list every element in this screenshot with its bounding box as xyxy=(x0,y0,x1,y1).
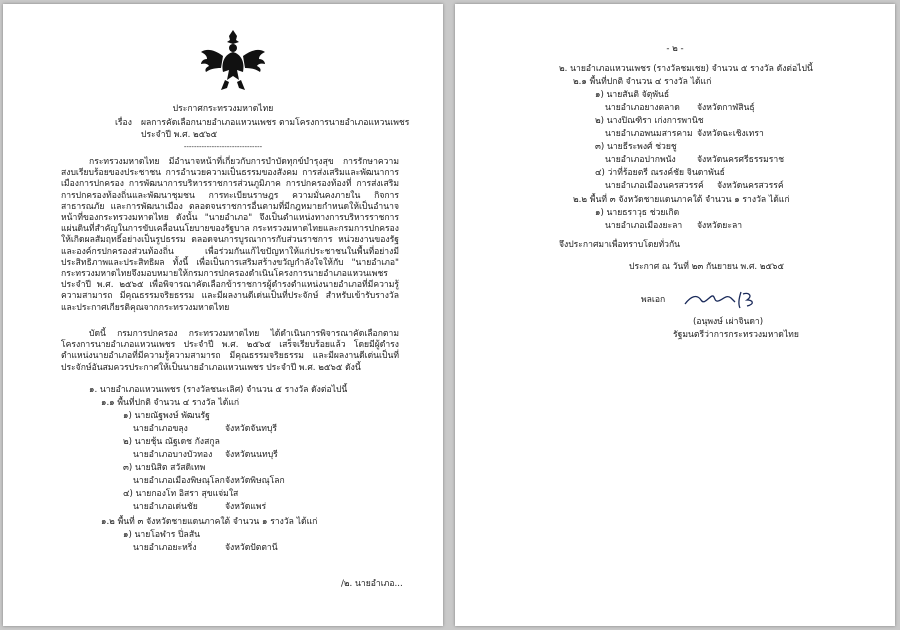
winner-province: จังหวัดยะลา xyxy=(697,221,743,231)
paragraph-result: บัดนี้ กรมการปกครอง กระทรวงมหาดไทย ได้ดำเนินการพิจารณาคัดเลือกตามโครงการนายอำเภอแหวนเพชร ประจำปี พ.ศ. ๒๕๖๕ เสร็จเรียบร้อยแล้ว โดยมีผู้ดำรงตำแหน่งนายอำเภอที่มีความรู้ความสามารถ มีคุณธรรมจริยธรรม และมีผลงานดีเด่นเป็นที่ประจักษ์อันสมควรประกาศให้เป็นนายอำเภอแหวนเพชร ประจำปี พ.ศ. ๒๕๖๕ ดังนี้ xyxy=(61,329,399,373)
winner-position: นายอำเภอบางบัวทอง xyxy=(133,450,213,460)
paragraph-intro: กระทรวงมหาดไทย มีอำนาจหน้าที่เกี่ยวกับการบำบัดทุกข์บำรุงสุข การรักษาความสงบเรียบร้อยของประชาชน การอำนวยความเป็นธรรมของสังคม การส่งเสริมและพัฒนาการเมืองการปกครอง การพัฒนาการบริหารราชการส่วนภูมิภาค การปกครองท้องที่ การส่งเสริมการปกครองท้องถิ่นและพัฒนาชุมชน การทะเบียนราษฎร ความมั่นคงภายใน กิจการสาธารณภัย และการพัฒนาเมือง ตลอดจนราชการอื่นตามที่มีกฎหมายกำหนดให้เป็นอำนาจหน้าที่ของกระทรวงมหาดไทย ดังนั้น "นายอำเภอ" จึงเป็นตำแหน่งทางการบริหารราชการแผ่นดินที่สำคัญในการขับเคลื่อนนโยบายของรัฐบาล กระทรวงมหาดไทยและกรมการปกครอง ให้เกิดผลสัมฤทธิ์อย่างเป็นรูปธรรม ตลอดจนการบูรณาการกับส่วนราชการ หน่วยงานของรัฐ และองค์กรปกครองส่วนท้องถิ่น เพื่อร่วมกันแก้ไขปัญหาให้แก่ประชาชนในพื้นที่อย่างมีประสิทธิภาพและประสิทธิผล ทั้งนี้ เพื่อเป็นการเสริมสร้างขวัญกำลังใจให้กับ "นายอำเภอ" กระทรวงมหาดไทยจึงมอบหมายให้กรมการปกครองดำเนินโครงการนายอำเภอแหวนเพชร ประจำปี พ.ศ. ๒๕๖๕ เพื่อพิจารณาคัดเลือกข้าราชการผู้ดำรงตำแหน่งนายอำเภอที่มีความรู้ความสามารถ มีคุณธรรมจริยธรรม และมีผลงานดีเด่นเป็นที่ประจักษ์ สำหรับเข้ารับรางวัลและประกาศเกียรติคุณจากกระทรวงมหาดไทย xyxy=(61,157,399,313)
signature-icon xyxy=(681,286,771,312)
document-page-2 xyxy=(455,4,895,626)
winner-position: นายอำเภอยะหริ่ง xyxy=(133,543,197,553)
winner-position: นายอำเภอเมืองพิษณุโลก xyxy=(133,476,225,486)
winner-name: ๔) นายกองโท อิสรา สุขแจ่มใส xyxy=(123,489,239,499)
winner-province: จังหวัดพิษณุโลก xyxy=(225,476,285,486)
winner-name: ๓) นายธีระพงศ์ ช่วยชู xyxy=(595,142,677,152)
divider: ------------------------------- xyxy=(183,143,263,151)
winner-province: จังหวัดจันทบุรี xyxy=(225,424,277,434)
section-2-1-heading: ๒.๑ พื้นที่ปกติ จำนวน ๔ รางวัล ได้แก่ xyxy=(573,77,712,87)
winner-position: นายอำเภอเด่นชัย xyxy=(133,502,198,512)
winner-position: นายอำเภอเมืองยะลา xyxy=(605,221,683,231)
winner-name: ๑) นายสันติ จัตุพันธ์ xyxy=(595,90,670,100)
winner-province: จังหวัดนนทบุรี xyxy=(225,450,278,460)
winner-name: ๒) นางปิณฑิรา เก่งการพานิช xyxy=(595,116,704,126)
signer-position: รัฐมนตรีว่าการกระทรวงมหาดไทย xyxy=(673,330,799,340)
subject-label: เรื่อง xyxy=(115,118,132,128)
winner-name: ๑) นายธราวุธ ช่วยเกิด xyxy=(595,208,680,218)
section-1-1-heading: ๑.๑ พื้นที่ปกติ จำนวน ๔ รางวัล ได้แก่ xyxy=(101,398,240,408)
winner-position: นายอำเภอเมืองนครสวรรค์ xyxy=(605,181,704,191)
continuation-note: /๒. นายอำเภอ... xyxy=(341,579,403,589)
announcement-header: ประกาศกระทรวงมหาดไทย xyxy=(172,104,274,114)
section-2-2-heading: ๒.๒ พื้นที่ ๓ จังหวัดชายแดนภาคใต้ จำนวน ๑ รางวัล ได้แก่ xyxy=(573,195,790,205)
signer-name: (อนุพงษ์ เผ่าจินดา) xyxy=(693,317,764,327)
winner-position: นายอำเภอขลุง xyxy=(133,424,188,434)
subject-year: ประจำปี พ.ศ. ๒๕๖๕ xyxy=(141,130,218,140)
garuda-emblem-icon xyxy=(199,26,267,94)
page-number: - ๒ - xyxy=(666,44,684,54)
winner-name: ๑) นายโอฬาร ปิ่ลสัน xyxy=(123,530,200,540)
winner-name: ๓) นายนิสิต สวัสดิเทพ xyxy=(123,463,206,473)
signer-rank: พลเอก xyxy=(641,295,666,305)
subject-title: ผลการคัดเลือกนายอำเภอแหวนเพชร ตามโครงการนายอำเภอแหวนเพชร xyxy=(141,118,410,128)
winner-name: ๑) นายณัฐพงษ์ พัฒนรัฐ xyxy=(123,411,210,421)
winner-province: จังหวัดนครสวรรค์ xyxy=(717,181,784,191)
winner-position: นายอำเภอยางตลาด xyxy=(605,103,680,113)
closing-statement: จึงประกาศมาเพื่อทราบโดยทั่วกัน xyxy=(559,240,681,250)
winner-province: จังหวัดปัตตานี xyxy=(225,543,278,553)
section-1-2-heading: ๑.๒ พื้นที่ ๓ จังหวัดชายแดนภาคใต้ จำนวน ๑ รางวัล ได้แก่ xyxy=(101,517,318,527)
document-page-1 xyxy=(3,4,443,626)
winner-name: ๒) นายชุ้น ณัฐเดช กังสกูล xyxy=(123,437,220,447)
winner-province: จังหวัดนครศรีธรรมราช xyxy=(697,155,785,165)
winner-province: จังหวัดแพร่ xyxy=(225,502,267,512)
winner-name: ๔) ว่าที่ร้อยตรี ณรงค์ชัย จินดาพันธ์ xyxy=(595,168,725,178)
winner-province: จังหวัดกาฬสินธุ์ xyxy=(697,103,755,113)
announcement-date: ประกาศ ณ วันที่ ๒๓ กันยายน พ.ศ. ๒๕๖๕ xyxy=(629,262,784,272)
section-2-heading: ๒. นายอำเภอแหวนเพชร (รางวัลชมเชย) จำนวน ๕ รางวัล ดังต่อไปนี้ xyxy=(559,64,813,74)
section-1-heading: ๑. นายอำเภอแหวนเพชร (รางวัลชนะเลิศ) จำนวน ๕ รางวัล ดังต่อไปนี้ xyxy=(89,385,348,395)
winner-province: จังหวัดฉะเชิงเทรา xyxy=(697,129,764,139)
winner-position: นายอำเภอพนมสารคาม xyxy=(605,129,693,139)
winner-position: นายอำเภอปากพนัง xyxy=(605,155,676,165)
